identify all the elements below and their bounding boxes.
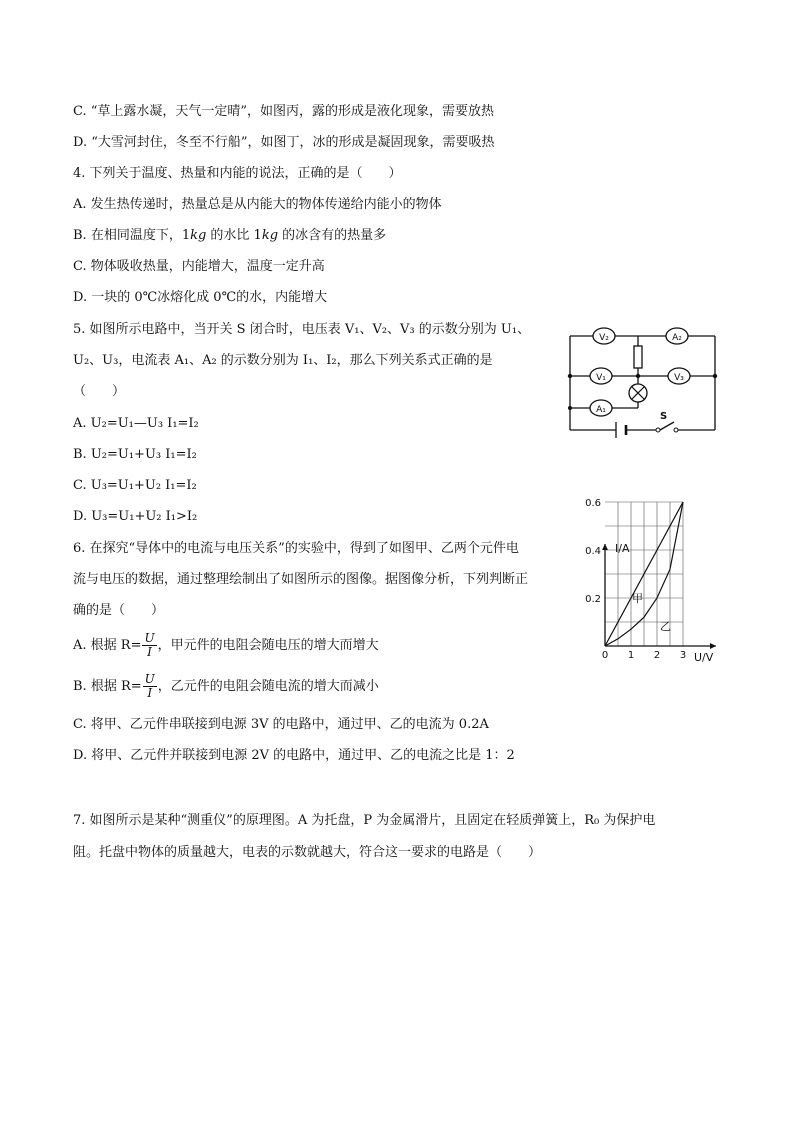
q6-stem-line2: 流与电压的数据，通过整理绘制出了如图所示的图像。据图像分析，下列判断正 [73,572,529,587]
x-axis-label: U/V [694,651,714,664]
q4-option-b [73,228,386,244]
q5-stem-line1: 5. 如图所示电路中，当开关 S 闭合时，电压表 V₁、V₂、V₃ 的示数分别为 U₁、 [73,322,531,337]
q5-option-b: B. U₂=U₁+U₃ I₁=I₂ [73,447,197,462]
q7-stem-line2: 阻。托盘中物体的质量越大，电表的示数就越大，符合这一要求的电路是（ ） [73,845,542,860]
q4b-text-3: 的冰含有的热量多 [278,228,387,243]
v3-label: V₃ [674,373,684,383]
resistor [634,346,642,368]
frac-denominator: I [147,686,153,700]
q4b-text-2: 的水比 1 [206,228,262,243]
voltmeter-v3 [668,368,690,384]
q6-stem-line1: 6. 在探究“导体中的电流与电压关系”的实验中，得到了如图甲、乙两个元件电 [73,541,519,556]
q4b-unit-2: kg [261,228,279,243]
battery-icon [616,422,626,438]
y-axis-label: I/A [615,542,630,555]
q6a-text-2: ，甲元件的电阻会随电压的增大而增大 [157,638,379,653]
frac-denominator: I [147,645,152,659]
v2-label: V₂ [599,333,609,343]
q6b-text-2: ，乙元件的电阻会随电流的增大而减小 [157,679,379,694]
ammeter-a2 [666,328,688,344]
x-tick-label: 2 [653,650,661,661]
q4-option-a: A. 发生热传递时，热量总是从内能大的物体传递给内能小的物体 [73,197,442,212]
series-label-jia: 甲 [632,592,643,605]
frac-numerator: U [144,672,155,686]
switch-icon [656,428,678,432]
q4-option-d: D. 一块的 0℃冰熔化成 0℃的水，内能增大 [73,290,328,305]
ammeter-a1 [590,400,612,416]
voltmeter-v1 [590,368,612,384]
q6-option-a [73,632,379,659]
q4-stem: 4. 下列关于温度、热量和内能的说法，正确的是（ ） [73,166,402,181]
voltmeter-v2 [593,328,615,344]
y-tick-label: 0.6 [585,498,601,509]
y-tick-label: 0.2 [585,594,601,605]
q6a-text-1: A. 根据 R= [73,638,142,653]
iu-chart [585,498,728,666]
y-axis-arrow [602,544,608,550]
q6-stem-line3: 确的是（ ） [73,603,165,618]
q5-stem-line2: U₂、U₃，电流表 A₁、A₂ 的示数分别为 I₁、I₂，那么下列关系式正确的是 [73,353,493,368]
q5-stem-line3: （ ） [73,384,126,399]
q3-option-c: C. “草上露水凝，天气一定晴”，如图丙，露的形成是液化现象，需要放热 [73,104,495,119]
q6-option-d: D. 将甲、乙元件并联接到电源 2V 的电路中，通过甲、乙的电流之比是 1：2 [73,748,515,763]
q6b-text-1: B. 根据 R= [73,679,142,694]
q4b-text-1: B. 在相同温度下，1 [73,228,191,243]
a1-label: A₁ [596,405,606,415]
series-label-yi: 乙 [660,620,671,633]
frac-numerator: U [144,631,155,645]
v1-label: V₁ [596,373,606,383]
circuit-diagram [560,318,725,438]
q6-option-c: C. 将甲、乙元件串联接到电源 3V 的电路中，通过甲、乙的电流为 0.2A [73,717,489,732]
q5-option-c: C. U₃=U₁+U₂ I₁=I₂ [73,478,197,493]
x-tick-label: 0 [601,650,609,661]
q5-option-a: A. U₂=U₁—U₃ I₁=I₂ [73,416,199,431]
q5-option-d: D. U₃=U₁+U₂ I₁>I₂ [73,509,198,524]
a2-label: A₂ [672,333,682,343]
q6-option-b [73,673,379,700]
q4b-unit-1: kg [190,228,207,243]
x-axis-arrow [710,643,716,649]
q7-stem-line1: 7. 如图所示是某种“测重仪”的原理图。A 为托盘，P 为金属滑片，且固定在轻质弹簧上，R₀ 为保护电 [73,813,656,828]
formula-fraction [142,632,156,659]
x-tick-label: 1 [627,650,635,661]
q3-option-d: D. “大雪河封住，冬至不行船”，如图丁，冰的形成是凝固现象，需要吸热 [73,135,495,150]
x-tick-label: 3 [679,650,687,661]
switch-label: S [660,411,668,422]
q4-option-c: C. 物体吸收热量，内能增大，温度一定升高 [73,259,325,274]
lamp-icon [629,384,647,402]
y-tick-label: 0.4 [585,546,601,557]
formula-fraction [143,673,157,700]
